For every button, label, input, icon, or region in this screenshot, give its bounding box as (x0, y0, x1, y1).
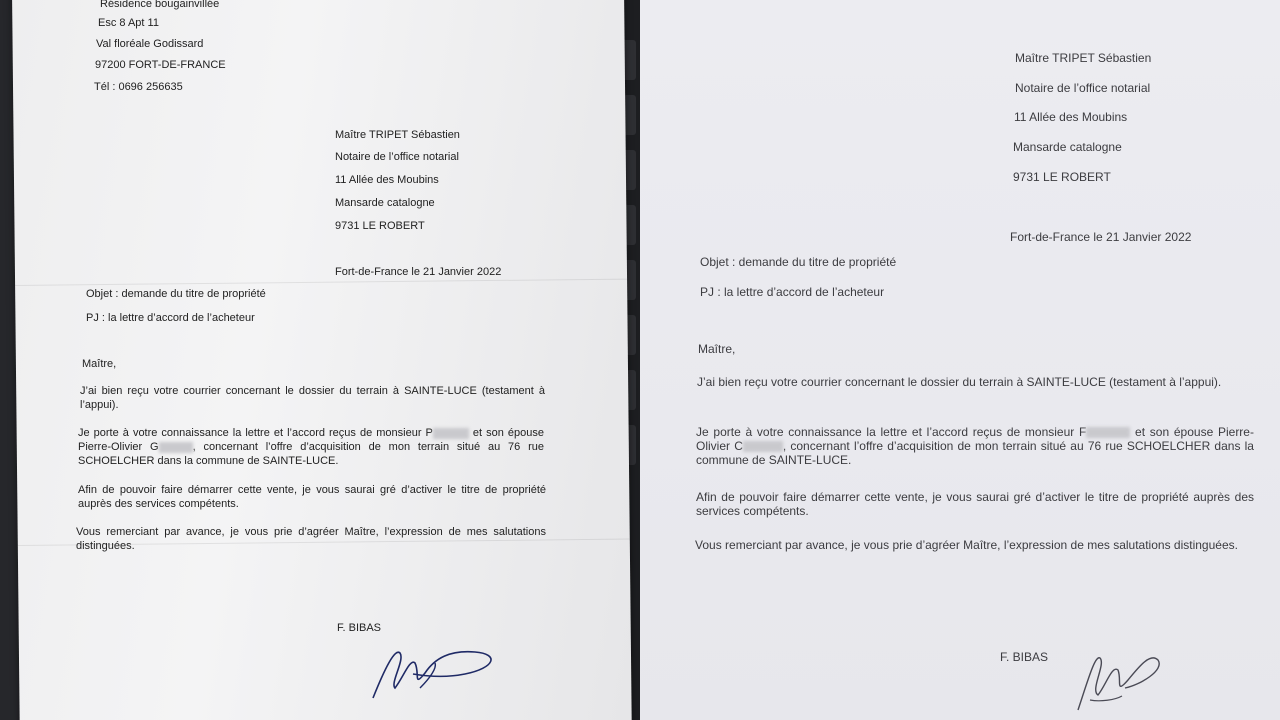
body-paragraph-2: Je porte à votre connaissance la lettre et l’accord reçus de monsieur P et son épouse Pierre-Olivier G , concernant l’offre d’acquisition de mon terrain situé au 76 rue SCHOELCHER dans la commune de SAINTE-LUCE. (78, 427, 544, 467)
body-paragraph-3: Afin de pouvoir faire démarrer cette vente, je vous saurai gré d’activer le titre de propriété auprès des services compétents. (78, 484, 546, 510)
recipient-role: Notaire de l’office notarial (335, 151, 459, 163)
sender-residence: Résidence bougainvillée (100, 0, 220, 10)
redacted-name (159, 442, 193, 453)
sender-apt: Esc 8 Apt 11 (98, 17, 159, 29)
letter-object: Objet : demande du titre de propriété (700, 255, 897, 269)
recipient-city: 9731 LE ROBERT (335, 220, 425, 232)
sender-street: Val floréale Godissard (96, 38, 204, 50)
letter-content-right (640, 0, 1280, 720)
letter-salutation: Maître, (698, 342, 736, 356)
letter-attachment: PJ : la lettre d’accord de l’acheteur (86, 312, 255, 324)
body-paragraph-3: Afin de pouvoir faire démarrer cette vente, je vous saurai gré d’activer le titre de propriété auprès des services compétents. (696, 490, 1254, 518)
recipient-street: 11 Allée des Moubins (335, 174, 439, 186)
recipient-place: Mansarde catalogne (1013, 140, 1122, 154)
redacted-name (1086, 427, 1130, 438)
sender-tel: Tél : 0696 256635 (94, 81, 183, 93)
signature-scribble (365, 638, 505, 708)
letter-object: Objet : demande du titre de propriété (86, 288, 266, 300)
letter-date: Fort-de-France le 21 Janvier 2022 (335, 266, 502, 278)
body-paragraph-1: J’ai bien reçu votre courrier concernant le dossier du terrain à SAINTE-LUCE (testament à l’appui). (80, 385, 545, 411)
recipient-name: Maître TRIPET Sébastien (1015, 51, 1152, 65)
letter-date: Fort-de-France le 21 Janvier 2022 (1010, 230, 1192, 244)
body-paragraph-2: Je porte à votre connaissance la lettre et l’accord reçus de monsieur F et son épouse Pierre-Olivier C , concernant l’offre d’acquisition de mon terrain situé au 76 rue SCHOELCHER dans la commune de SAINTE-LUCE. (696, 425, 1254, 467)
signature-name: F. BIBAS (1000, 650, 1049, 664)
letter-attachment: PJ : la lettre d’accord de l’acheteur (700, 285, 885, 299)
recipient-street: 11 Allée des Moubins (1014, 110, 1128, 124)
redacted-name (743, 441, 783, 452)
body-paragraph-4: Vous remerciant par avance, je vous prie d’agréer Maître, l’expression de mes salutations distinguées. (695, 538, 1238, 552)
recipient-place: Mansarde catalogne (335, 197, 435, 209)
right-photo (640, 0, 1280, 720)
letter-salutation: Maître, (82, 358, 117, 370)
signature-scribble (1070, 640, 1170, 720)
recipient-city: 9731 LE ROBERT (1013, 170, 1111, 184)
signature-name: F. BIBAS (337, 622, 382, 634)
sender-city: 97200 FORT-DE-FRANCE (95, 59, 226, 71)
recipient-name: Maître TRIPET Sébastien (335, 129, 460, 141)
body-paragraph-4: Vous remerciant par avance, je vous prie d’agréer Maître, l’expression de mes salutations distinguées. (76, 526, 546, 552)
recipient-role: Notaire de l’office notarial (1015, 81, 1151, 95)
redacted-name (433, 428, 469, 439)
body-paragraph-1: J’ai bien reçu votre courrier concernant le dossier du terrain à SAINTE-LUCE (testament à l’appui). (697, 375, 1222, 389)
